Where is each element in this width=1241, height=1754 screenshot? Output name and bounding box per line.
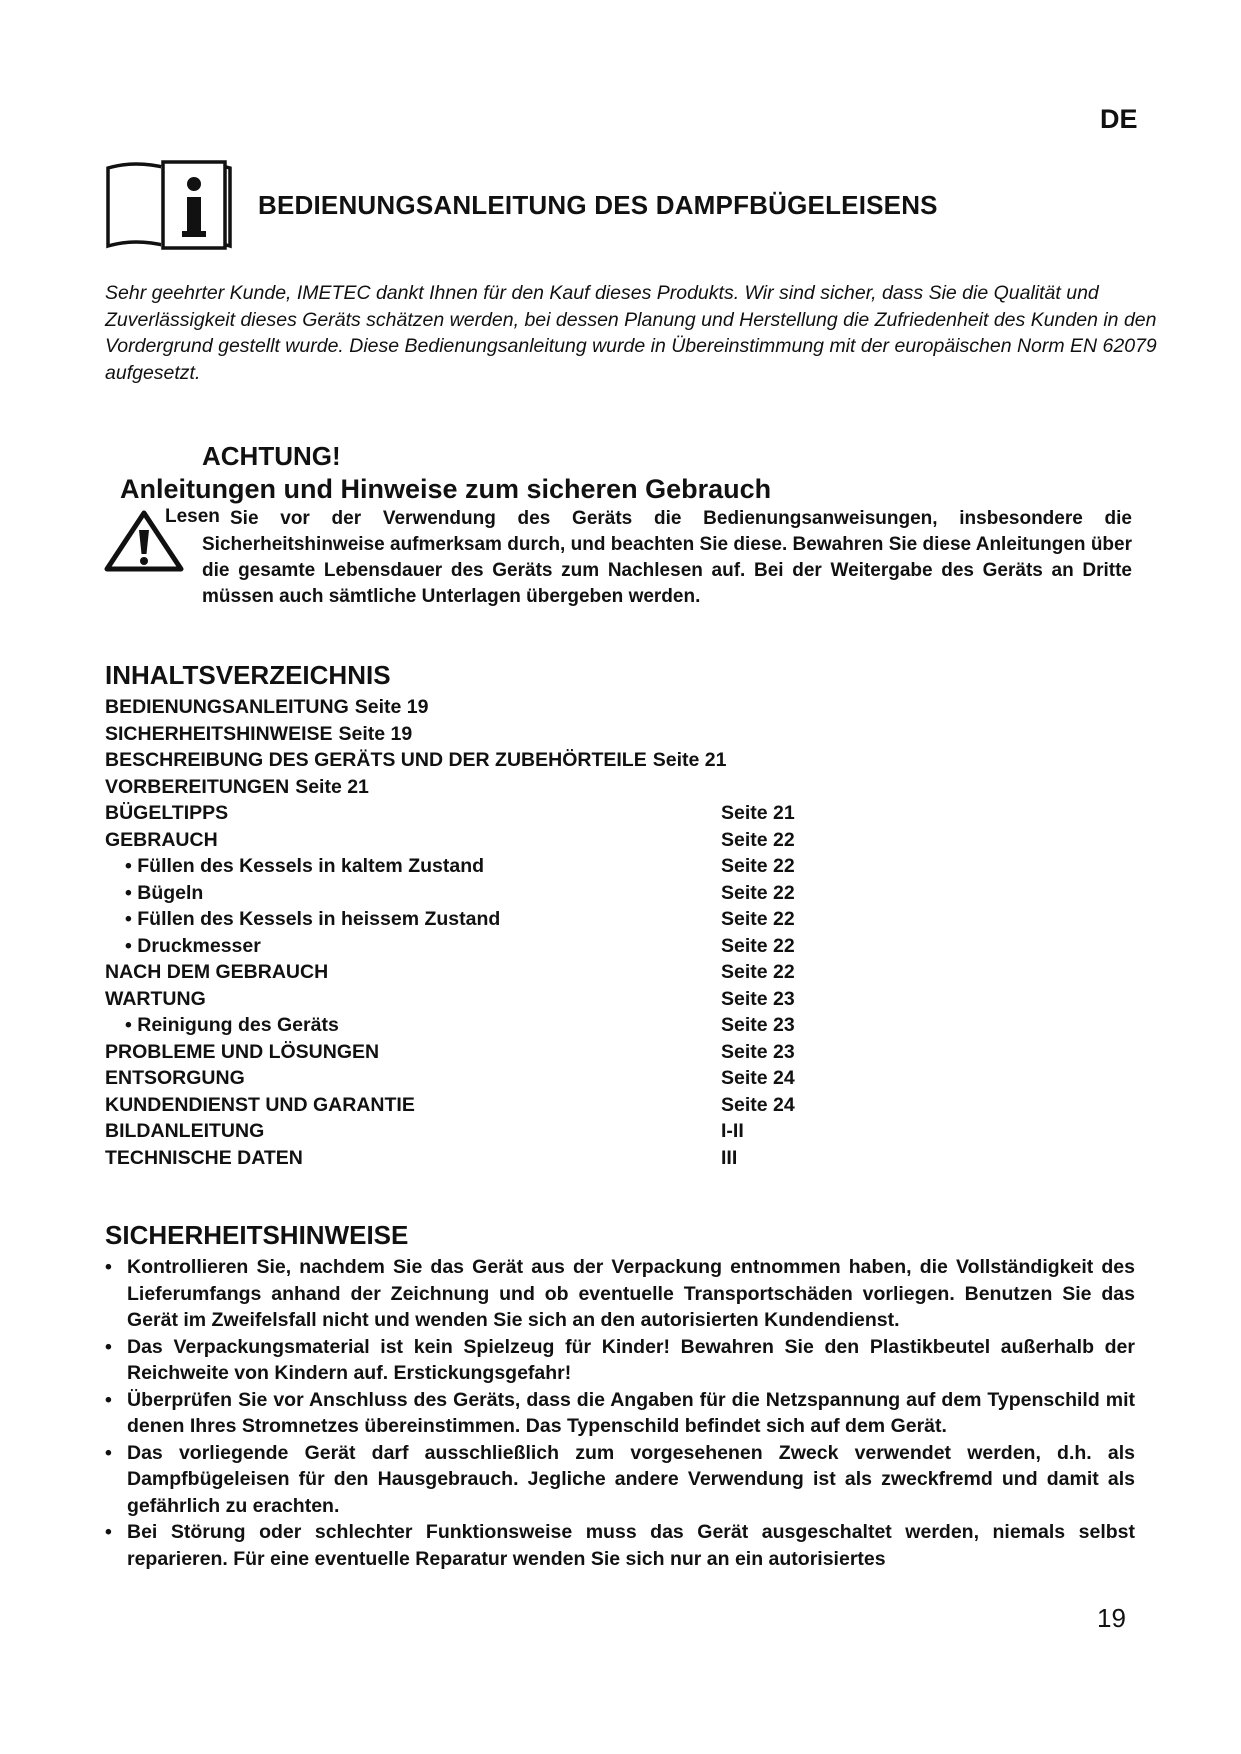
list-item: • Das vorliegende Gerät darf ausschließlich zum vorgesehenen Zweck verwendet werden, d.h. als Dampfbügeleisen für den Hausgebrauch. Jegliche andere Verwendung ist als zweckfremd und damit als gefährlich zu erachten. [105, 1440, 1135, 1520]
toc-label: BÜGELTIPPS [105, 802, 229, 824]
toc-label: KUNDENDIENST UND GARANTIE [105, 1093, 415, 1116]
list-item: • Überprüfen Sie vor Anschluss des Geräts, dass die Angaben für die Netzspannung auf dem Typenschild mit denen Ihres Stromnetzes übereinstimmen. Das Typenschild befindet sich auf dem Gerät. [105, 1387, 1135, 1440]
toc-label: • Füllen des Kessels in heissem Zustand [125, 908, 501, 930]
toc-page: Seite 19 [354, 696, 429, 718]
toc-label: • Füllen des Kessels in kaltem Zustand [125, 855, 485, 877]
toc-row[interactable] [105, 747, 825, 774]
toc-page: Seite 23 [721, 1040, 795, 1063]
toc-label: • Bügeln [125, 881, 204, 904]
toc-page: Seite 21 [652, 749, 727, 771]
safety-title: SICHERHEITSHINWEISE [105, 1220, 409, 1250]
toc-label: VORBEREITUNGEN [105, 775, 290, 798]
toc-page: Seite 22 [721, 828, 795, 851]
toc-row[interactable] [105, 906, 825, 933]
toc-row[interactable] [105, 1118, 825, 1145]
toc-label: WARTUNG [105, 987, 206, 1010]
toc-row[interactable] [105, 853, 825, 880]
toc-row[interactable] [105, 1145, 825, 1172]
information-book-icon [105, 160, 233, 250]
toc-row[interactable] [105, 1012, 825, 1039]
toc-page: Seite 24 [721, 1067, 795, 1089]
toc-label: PROBLEME UND LÖSUNGEN [105, 1040, 380, 1063]
page-title: BEDIENUNGSANLEITUNG DES DAMPFBÜGELEISENS [258, 190, 938, 220]
toc-page: Seite 19 [338, 722, 413, 745]
list-item: • Das Verpackungsmaterial ist kein Spielzeug für Kinder! Bewahren Sie den Plastikbeutel außerhalb der Reichweite von Kindern auf. Erstickungsgefahr! [105, 1334, 1135, 1387]
warning-subtitle: Anleitungen und Hinweise zum sicheren Gebrauch [120, 474, 772, 504]
toc-page: Seite 22 [721, 908, 795, 930]
warning-title: ACHTUNG! [202, 441, 341, 471]
toc-label: TECHNISCHE DATEN [105, 1146, 303, 1169]
toc-row[interactable] [105, 959, 825, 986]
toc-page: Seite 22 [721, 961, 795, 983]
toc-row[interactable] [105, 774, 825, 801]
toc-page: Seite 21 [295, 775, 369, 798]
list-item: • Bei Störung oder schlechter Funktionsweise muss das Gerät ausgeschaltet werden, niemals selbst reparieren. Für eine eventuelle Reparatur wenden Sie sich nur an ein autorisiertes [105, 1519, 1135, 1572]
toc-label: NACH DEM GEBRAUCH [105, 961, 329, 983]
toc-row[interactable] [105, 880, 825, 907]
warning-body: Sie vor der Verwendung des Geräts die Bedienungsanweisungen, insbesondere die Sicherheitshinweise aufmerksam durch, und beachten Sie diese. Bewahren Sie diese Anleitungen über die gesamte Lebensdauer des Geräts zum Nachlesen auf. Bei der Weitergabe des Geräts an Dritte müssen auch sämtliche Unterlagen übergeben werden. [202, 508, 1132, 607]
table-of-contents [105, 694, 825, 1171]
warning-text [202, 506, 1132, 610]
toc-page: Seite 23 [721, 987, 795, 1010]
toc-row[interactable] [105, 1039, 825, 1066]
toc-label: BEDIENUNGSANLEITUNG [105, 696, 349, 718]
warning-first-word: Lesen [165, 506, 220, 527]
toc-row[interactable] [105, 1092, 825, 1119]
toc-label: BESCHREIBUNG DES GERÄTS UND DER ZUBEHÖRTEILE [105, 749, 647, 771]
toc-row[interactable] [105, 694, 825, 721]
safety-list [105, 1254, 1135, 1572]
toc-row[interactable] [105, 800, 825, 827]
toc-page: I-II [721, 1120, 744, 1142]
toc-label: SICHERHEITSHINWEISE [105, 722, 333, 745]
toc-label: • Reinigung des Geräts [125, 1014, 339, 1036]
toc-label: ENTSORGUNG [105, 1067, 245, 1089]
toc-row[interactable] [105, 1065, 825, 1092]
toc-label: • Druckmesser [125, 934, 261, 957]
toc-title: INHALTSVERZEICHNIS [105, 660, 391, 690]
toc-page: Seite 22 [721, 934, 795, 957]
toc-page: Seite 22 [721, 881, 795, 904]
toc-page: Seite 22 [721, 855, 795, 877]
toc-row[interactable] [105, 721, 825, 748]
toc-label: GEBRAUCH [105, 828, 218, 851]
toc-label: BILDANLEITUNG [105, 1120, 265, 1142]
page-number: 19 [1097, 1603, 1126, 1633]
toc-row[interactable] [105, 986, 825, 1013]
toc-row[interactable] [105, 827, 825, 854]
intro-paragraph: Sehr geehrter Kunde, IMETEC dankt Ihnen für den Kauf dieses Produkts. Wir sind sicher, dass Sie die Qualität und Zuverlässigkeit dieses Geräts schätzen werden, bei dessen Planung und Herstellung die Zufriedenheit des Kunden in den Vordergrund gestellt wurde. Diese Bedienungsanleitung wurde in Übereinstimmung mit der europäischen Norm EN 62079 aufgesetzt. [105, 282, 1157, 384]
toc-page: Seite 24 [721, 1093, 795, 1116]
language-code: DE [1100, 104, 1138, 134]
toc-page: Seite 21 [721, 802, 795, 824]
toc-page: Seite 23 [721, 1014, 795, 1036]
toc-row[interactable] [105, 933, 825, 960]
list-item: • Kontrollieren Sie, nachdem Sie das Gerät aus der Verpackung entnommen haben, die Vollständigkeit des Lieferumfangs anhand der Zeichnung und ob eventuelle Transportschäden vorliegen. Benutzen Sie das Gerät im Zweifelsfall nicht und wenden Sie sich an den autorisierten Kundendienst. [105, 1254, 1135, 1334]
toc-page: III [721, 1146, 738, 1169]
